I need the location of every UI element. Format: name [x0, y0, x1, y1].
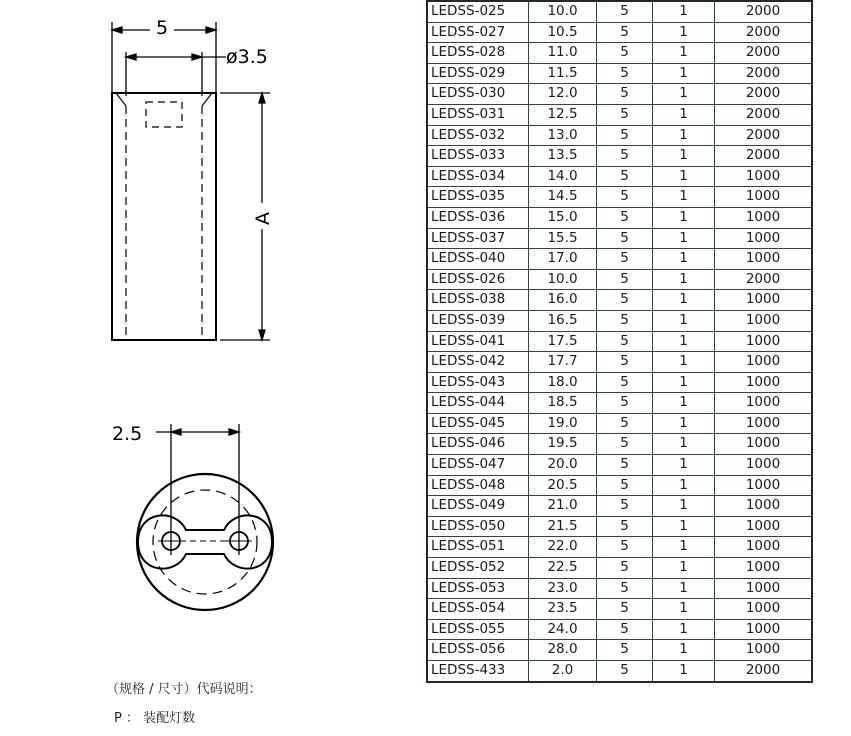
table-cell: 5	[597, 516, 653, 537]
table-cell: LEDSS-051	[427, 537, 529, 558]
table-cell: 10.0	[529, 269, 597, 290]
table-cell: 1	[653, 104, 715, 125]
table-row	[427, 455, 812, 476]
table-row	[427, 516, 812, 537]
table-cell: 1	[653, 146, 715, 167]
table-cell: 1	[653, 537, 715, 558]
side-view	[112, 93, 216, 340]
table-cell: 1	[653, 352, 715, 373]
table-row	[427, 619, 812, 640]
table-cell: 1	[653, 1, 715, 22]
table-cell: LEDSS-045	[427, 413, 529, 434]
table-cell: 1000	[715, 640, 813, 661]
table-cell: 1	[653, 125, 715, 146]
table-cell: 1000	[715, 331, 813, 352]
table-cell: 5	[597, 43, 653, 64]
table-cell: 1	[653, 310, 715, 331]
table-cell: 5	[597, 187, 653, 208]
table-cell: 1	[653, 455, 715, 476]
table-cell: 5	[597, 455, 653, 476]
table-cell: LEDSS-034	[427, 166, 529, 187]
table-cell: 1000	[715, 187, 813, 208]
table-cell: LEDSS-040	[427, 249, 529, 270]
table-row	[427, 578, 812, 599]
table-cell: 5	[597, 599, 653, 620]
table-row	[427, 310, 812, 331]
table-cell: 5	[597, 661, 653, 682]
table-cell: 2000	[715, 269, 813, 290]
table-cell: 15.0	[529, 207, 597, 228]
table-row	[427, 558, 812, 579]
table-cell: 2000	[715, 1, 813, 22]
pitch-dimension-label: 2.5	[112, 423, 143, 445]
table-cell: 1000	[715, 393, 813, 414]
table-row	[427, 434, 812, 455]
table-cell: LEDSS-046	[427, 434, 529, 455]
code-legend-title: （规格 / 尺寸）代码说明：	[106, 682, 262, 697]
table-cell: 17.5	[529, 331, 597, 352]
table-cell: 2.0	[529, 661, 597, 682]
table-row	[427, 640, 812, 661]
table-cell: 1	[653, 372, 715, 393]
table-cell: LEDSS-055	[427, 619, 529, 640]
table-cell: 5	[597, 372, 653, 393]
table-cell: LEDSS-028	[427, 43, 529, 64]
table-cell: LEDSS-054	[427, 599, 529, 620]
table-row	[427, 661, 812, 682]
table-cell: 1000	[715, 166, 813, 187]
table-cell: 23.0	[529, 578, 597, 599]
table-cell: 1000	[715, 619, 813, 640]
table-cell: 1000	[715, 372, 813, 393]
table-cell: 1	[653, 661, 715, 682]
table-cell: 1	[653, 187, 715, 208]
table-cell: 5	[597, 290, 653, 311]
table-cell: 1000	[715, 599, 813, 620]
table-cell: 18.5	[529, 393, 597, 414]
table-row	[427, 290, 812, 311]
table-cell: 1	[653, 207, 715, 228]
table-cell: 5	[597, 1, 653, 22]
table-cell: 1000	[715, 290, 813, 311]
table-cell: 1000	[715, 537, 813, 558]
table-cell: 1	[653, 63, 715, 84]
table-cell: 1000	[715, 516, 813, 537]
table-cell: 5	[597, 249, 653, 270]
table-cell: 1	[653, 290, 715, 311]
table-cell: 1000	[715, 455, 813, 476]
table-row	[427, 269, 812, 290]
table-cell: 1	[653, 558, 715, 579]
table-cell: 18.0	[529, 372, 597, 393]
table-cell: 28.0	[529, 640, 597, 661]
table-cell: 1000	[715, 578, 813, 599]
table-cell: LEDSS-039	[427, 310, 529, 331]
table-cell: LEDSS-027	[427, 22, 529, 43]
table-row	[427, 104, 812, 125]
table-cell: 14.0	[529, 166, 597, 187]
table-cell: 2000	[715, 104, 813, 125]
table-cell: 5	[597, 63, 653, 84]
table-row	[427, 599, 812, 620]
table-cell: 1000	[715, 249, 813, 270]
inner-diameter-label: ø3.5	[226, 46, 268, 68]
table-cell: LEDSS-032	[427, 125, 529, 146]
table-cell: 1	[653, 84, 715, 105]
table-cell: 5	[597, 166, 653, 187]
code-legend-p: P ： 装配灯数	[114, 711, 196, 726]
table-row	[427, 84, 812, 105]
table-cell: 1	[653, 599, 715, 620]
table-cell: 5	[597, 146, 653, 167]
table-cell: 14.5	[529, 187, 597, 208]
table-cell: 22.0	[529, 537, 597, 558]
table-row	[427, 146, 812, 167]
table-cell: LEDSS-031	[427, 104, 529, 125]
table-cell: 1000	[715, 475, 813, 496]
table-cell: 12.5	[529, 104, 597, 125]
table-cell: 5	[597, 640, 653, 661]
table-cell: 17.7	[529, 352, 597, 373]
table-cell: 10.0	[529, 1, 597, 22]
table-cell: 5	[597, 352, 653, 373]
table-cell: 13.0	[529, 125, 597, 146]
table-row	[427, 228, 812, 249]
width-dimension-label: 5	[156, 17, 169, 39]
table-cell: 1000	[715, 352, 813, 373]
table-cell: 1	[653, 413, 715, 434]
table-cell: LEDSS-047	[427, 455, 529, 476]
table-row	[427, 22, 812, 43]
table-cell: 2000	[715, 661, 813, 682]
table-cell: 1	[653, 434, 715, 455]
table-cell: LEDSS-044	[427, 393, 529, 414]
table-cell: 5	[597, 475, 653, 496]
table-cell: 5	[597, 413, 653, 434]
table-cell: 2000	[715, 84, 813, 105]
table-cell: LEDSS-030	[427, 84, 529, 105]
table-cell: 1	[653, 496, 715, 517]
table-cell: LEDSS-035	[427, 187, 529, 208]
table-cell: LEDSS-033	[427, 146, 529, 167]
table-cell: LEDSS-026	[427, 269, 529, 290]
table-cell: 19.0	[529, 413, 597, 434]
table-row	[427, 413, 812, 434]
table-cell: 11.5	[529, 63, 597, 84]
table-cell: 12.0	[529, 84, 597, 105]
table-cell: 11.0	[529, 43, 597, 64]
table-cell: LEDSS-052	[427, 558, 529, 579]
table-cell: LEDSS-037	[427, 228, 529, 249]
table-cell: 1	[653, 22, 715, 43]
table-cell: LEDSS-048	[427, 475, 529, 496]
table-row	[427, 1, 812, 22]
table-cell: 21.5	[529, 516, 597, 537]
table-cell: 5	[597, 393, 653, 414]
table-cell: 2000	[715, 22, 813, 43]
table-cell: 20.0	[529, 455, 597, 476]
table-cell: 19.5	[529, 434, 597, 455]
table-cell: 1000	[715, 413, 813, 434]
table-cell: 1000	[715, 310, 813, 331]
table-cell: 5	[597, 331, 653, 352]
table-cell: 2000	[715, 43, 813, 64]
table-cell: 10.5	[529, 22, 597, 43]
table-row	[427, 43, 812, 64]
table-cell: 13.5	[529, 146, 597, 167]
table-row	[427, 331, 812, 352]
table-row	[427, 496, 812, 517]
table-cell: 5	[597, 84, 653, 105]
table-row	[427, 125, 812, 146]
table-cell: 5	[597, 310, 653, 331]
table-cell: 5	[597, 22, 653, 43]
table-cell: 5	[597, 537, 653, 558]
table-cell: LEDSS-042	[427, 352, 529, 373]
table-cell: 1	[653, 393, 715, 414]
table-cell: 5	[597, 104, 653, 125]
table-cell: 5	[597, 578, 653, 599]
technical-drawing	[0, 0, 420, 736]
spec-table	[426, 0, 813, 683]
table-cell: LEDSS-036	[427, 207, 529, 228]
table-cell: 1	[653, 228, 715, 249]
table-cell: LEDSS-053	[427, 578, 529, 599]
table-cell: 1	[653, 640, 715, 661]
length-dimension-label: A	[252, 212, 274, 225]
table-cell: 22.5	[529, 558, 597, 579]
table-row	[427, 63, 812, 84]
table-cell: 5	[597, 125, 653, 146]
table-cell: LEDSS-056	[427, 640, 529, 661]
pitch-dimension	[156, 424, 239, 555]
table-cell: LEDSS-049	[427, 496, 529, 517]
table-cell: 24.0	[529, 619, 597, 640]
table-cell: LEDSS-029	[427, 63, 529, 84]
table-cell: LEDSS-050	[427, 516, 529, 537]
table-cell: 2000	[715, 146, 813, 167]
table-cell: 16.0	[529, 290, 597, 311]
table-cell: 5	[597, 269, 653, 290]
table-cell: 1000	[715, 434, 813, 455]
table-cell: LEDSS-043	[427, 372, 529, 393]
table-cell: 16.5	[529, 310, 597, 331]
table-cell: 2000	[715, 125, 813, 146]
table-cell: 5	[597, 228, 653, 249]
table-row	[427, 352, 812, 373]
table-cell: 1	[653, 43, 715, 64]
table-cell: 1	[653, 619, 715, 640]
table-cell: LEDSS-038	[427, 290, 529, 311]
table-cell: 1000	[715, 207, 813, 228]
table-cell: 15.5	[529, 228, 597, 249]
table-row	[427, 537, 812, 558]
table-row	[427, 187, 812, 208]
table-cell: 1000	[715, 228, 813, 249]
table-row	[427, 475, 812, 496]
table-cell: 5	[597, 619, 653, 640]
table-cell: 20.5	[529, 475, 597, 496]
table-cell: 1000	[715, 558, 813, 579]
table-cell: 1	[653, 331, 715, 352]
table-row	[427, 393, 812, 414]
table-cell: 1	[653, 475, 715, 496]
table-row	[427, 372, 812, 393]
table-cell: 1	[653, 166, 715, 187]
table-cell: 1	[653, 516, 715, 537]
table-cell: 23.5	[529, 599, 597, 620]
table-cell: 1	[653, 249, 715, 270]
table-cell: 5	[597, 434, 653, 455]
inner-diameter-dimension	[126, 52, 226, 96]
table-cell: 5	[597, 496, 653, 517]
table-cell: 5	[597, 558, 653, 579]
table-cell: 1000	[715, 496, 813, 517]
table-row	[427, 207, 812, 228]
table-cell: 5	[597, 207, 653, 228]
table-cell: 21.0	[529, 496, 597, 517]
end-view	[137, 474, 273, 610]
table-cell: LEDSS-433	[427, 661, 529, 682]
table-cell: LEDSS-041	[427, 331, 529, 352]
table-row	[427, 249, 812, 270]
table-cell: 1	[653, 269, 715, 290]
table-row	[427, 166, 812, 187]
table-cell: 1	[653, 578, 715, 599]
table-cell: 2000	[715, 63, 813, 84]
table-cell: 17.0	[529, 249, 597, 270]
table-cell: LEDSS-025	[427, 1, 529, 22]
